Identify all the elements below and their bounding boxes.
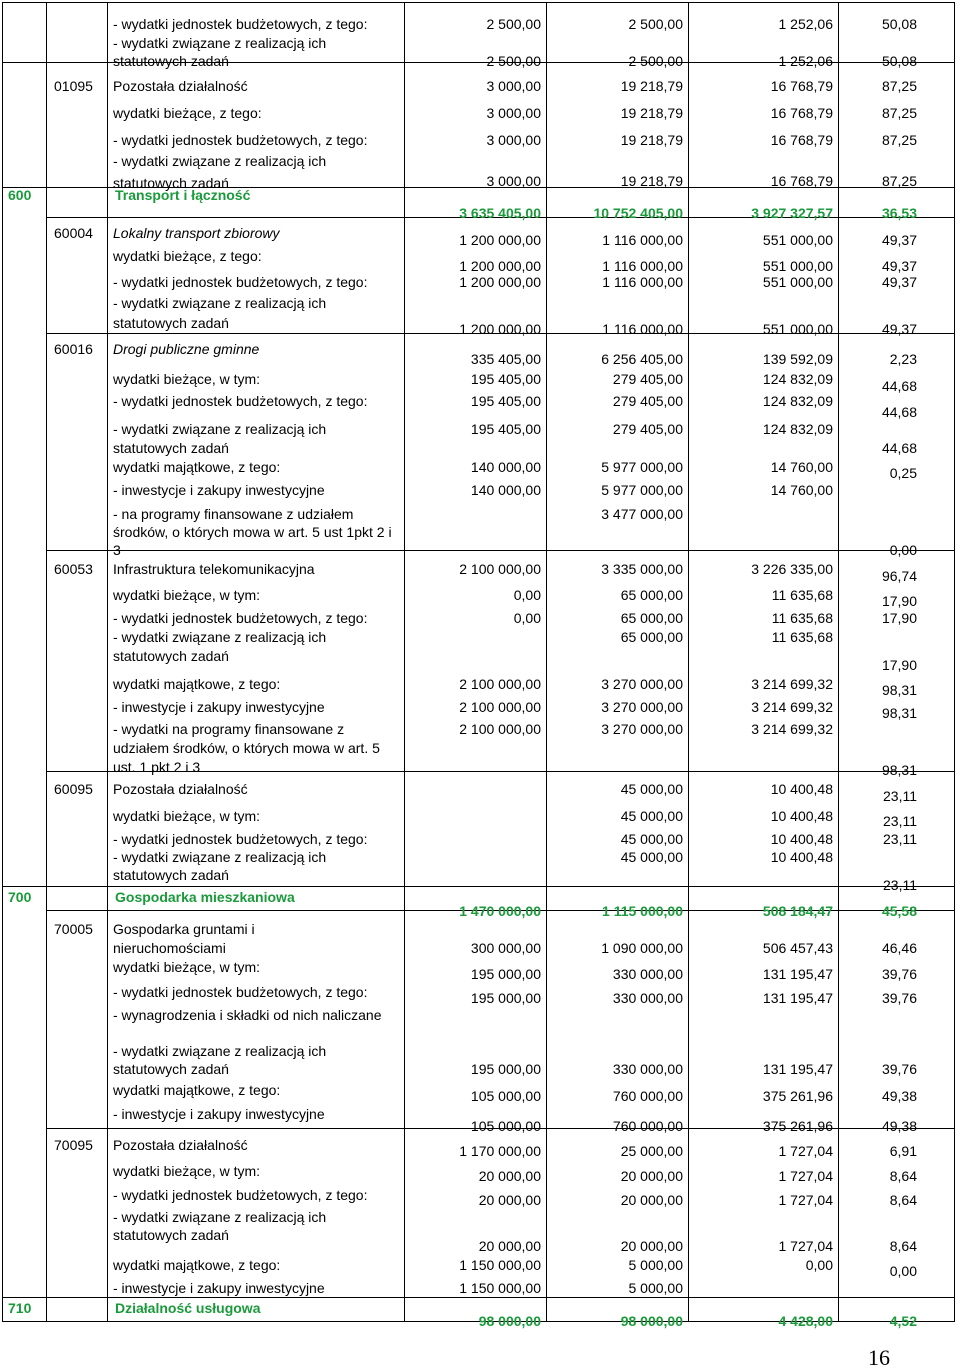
amount-v3: 16 768,79 [770,78,833,94]
amount-v2: 1 116 000,00 [602,274,683,290]
percent-value: 23,11 [883,813,917,829]
amount-v3: 10 400,48 [770,831,833,847]
amount-v2: 19 218,79 [620,132,683,148]
percent-value: 98,31 [881,705,917,721]
column-divider [46,2,47,1322]
amount-v1: 1 170 000,00 [459,1143,541,1159]
item-label: - wynagrodzenia i składki od nich naliczane [113,1007,382,1023]
amount-v3: 16 768,79 [770,105,833,121]
item-label: - wydatki na programy finansowane z udziałem środków, o których mowa w art. 5 ust. 1 pkt 2 i 3 [113,721,380,775]
percent-value: 23,11 [883,831,917,847]
amount-v2: 45 000,00 [620,849,683,865]
percent-value: 23,11 [883,788,917,804]
item-label: - inwestycje i zakupy inwestycyjne [113,1280,325,1296]
amount-v2: 10 752 405,00 [593,205,683,221]
item-label: - inwestycje i zakupy inwestycyjne [113,482,325,498]
amount-v3: 506 457,43 [762,940,833,956]
amount-v1: 0,00 [513,587,541,603]
percent-value: 49,37 [881,321,917,337]
amount-v1: 3 635 405,00 [459,205,541,221]
amount-v1: 300 000,00 [470,940,541,956]
amount-v1: 2 100 000,00 [459,721,541,737]
percent-value: 87,25 [881,173,917,189]
percent-value: 2,23 [889,351,917,367]
amount-v1: 1 200 000,00 [459,321,541,337]
percent-value: 17,90 [881,610,917,626]
dzial-code: 710 [8,1300,32,1316]
amount-v2: 3 270 000,00 [601,676,683,692]
item-label: - inwestycje i zakupy inwestycyjne [113,1106,325,1122]
amount-v1: 1 150 000,00 [459,1280,541,1296]
amount-v2: 20 000,00 [620,1168,683,1184]
amount-v2: 45 000,00 [620,781,683,797]
item-label: wydatki majątkowe, z tego: [113,1257,281,1273]
percent-value: 50,08 [881,16,917,32]
amount-v1: 1 200 000,00 [459,258,541,274]
amount-v2: 20 000,00 [620,1192,683,1208]
percent-value: 87,25 [881,105,917,121]
amount-v2: 1 116 000,00 [602,258,683,274]
amount-v2: 2 500,00 [628,16,683,32]
amount-v1: 1 150 000,00 [459,1257,541,1273]
amount-v3: 1 727,04 [778,1192,833,1208]
percent-value: 39,76 [881,966,917,982]
amount-v3: 1 727,04 [778,1238,833,1254]
item-label: wydatki bieżące, w tym: [113,371,261,387]
percent-value: 49,37 [881,258,917,274]
amount-v2: 5 000,00 [628,1280,683,1296]
amount-v3: 16 768,79 [770,132,833,148]
amount-v2: 330 000,00 [612,990,683,1006]
amount-v3: 124 832,09 [762,421,833,437]
amount-v2: 5 977 000,00 [601,482,683,498]
amount-v3: 124 832,09 [762,371,833,387]
percent-value: 23,11 [883,877,917,893]
amount-v3: 1 252,06 [778,16,833,32]
amount-v1: 335 405,00 [470,351,541,367]
rozdzial-code: 60016 [54,341,93,357]
percent-value: 36,53 [881,205,917,221]
item-label: wydatki bieżące, w tym: [113,808,261,824]
percent-value: 4,52 [889,1313,917,1329]
amount-v2: 279 405,00 [612,421,683,437]
percent-value: 39,76 [881,990,917,1006]
amount-v2: 3 335 000,00 [601,561,683,577]
percent-value: 44,68 [881,378,917,394]
amount-v3: 4 428,00 [778,1313,833,1329]
amount-v1: 3 000,00 [486,173,541,189]
percent-value: 44,68 [881,404,917,420]
amount-v1: 1 200 000,00 [459,232,541,248]
percent-value: 17,90 [881,593,917,609]
amount-v3: 124 832,09 [762,393,833,409]
item-label: - wydatki jednostek budżetowych, z tego: [113,16,368,32]
amount-v3: 508 184,47 [762,903,833,919]
rozdzial-label: Infrastruktura telekomunikacyjna [113,561,315,577]
percent-value: 45,58 [881,903,917,919]
rozdzial-label: Gospodarka gruntami i nieruchomościami [113,921,255,956]
amount-v1: 140 000,00 [470,482,541,498]
item-label: wydatki bieżące, w tym: [113,1163,261,1179]
amount-v3: 3 214 699,32 [751,721,833,737]
amount-v3: 10 400,48 [770,808,833,824]
amount-v3: 551 000,00 [762,274,833,290]
amount-v2: 65 000,00 [620,587,683,603]
amount-v3: 551 000,00 [762,232,833,248]
amount-v2: 3 270 000,00 [601,699,683,715]
rozdzial-label: Drogi publiczne gminne [113,341,260,357]
percent-value: 8,64 [889,1192,917,1208]
amount-v2: 98 000,00 [620,1313,683,1329]
amount-v2: 65 000,00 [620,610,683,626]
item-label: - wydatki związane z realizacją ich statutowych zadań [113,153,327,191]
amount-v3: 0,00 [805,1257,833,1273]
amount-v2: 19 218,79 [620,105,683,121]
amount-v3: 131 195,47 [762,990,833,1006]
amount-v2: 330 000,00 [612,1061,683,1077]
amount-v3: 131 195,47 [762,966,833,982]
amount-v1: 3 000,00 [486,78,541,94]
amount-v2: 6 256 405,00 [601,351,683,367]
rozdzial-code: 60004 [54,225,93,241]
amount-v3: 16 768,79 [770,173,833,189]
rozdzial-label: Lokalny transport zbiorowy [113,225,280,241]
amount-v2: 760 000,00 [612,1118,683,1134]
item-label: - wydatki związane z realizacją ich statutowych zadań [113,421,327,456]
percent-value: 96,74 [881,568,917,584]
amount-v2: 1 116 000,00 [602,232,683,248]
amount-v2: 45 000,00 [620,808,683,824]
amount-v3: 14 760,00 [770,459,833,475]
amount-v1: 2 100 000,00 [459,699,541,715]
amount-v1: 105 000,00 [470,1118,541,1134]
rozdzial-code: 70005 [54,921,93,937]
amount-v1: 140 000,00 [470,459,541,475]
amount-v3: 139 592,09 [762,351,833,367]
amount-v3: 1 727,04 [778,1143,833,1159]
amount-v1: 195 405,00 [470,371,541,387]
amount-v2: 3 477 000,00 [601,506,683,522]
amount-v3: 375 261,96 [762,1118,833,1134]
amount-v3: 11 635,68 [771,629,833,645]
percent-value: 50,08 [881,53,917,69]
dzial-label: Gospodarka mieszkaniowa [115,889,295,905]
amount-v3: 11 635,68 [771,587,833,603]
rozdzial-code: 60095 [54,781,93,797]
dzial-code: 600 [8,187,32,203]
amount-v1: 3 000,00 [486,132,541,148]
percent-value: 98,31 [881,682,917,698]
amount-v2: 279 405,00 [612,371,683,387]
item-label: - wydatki jednostek budżetowych, z tego: [113,610,368,626]
amount-v3: 3 927 327,57 [751,205,833,221]
amount-v1: 0,00 [513,610,541,626]
dzial-code: 700 [8,889,32,905]
amount-v1: 195 000,00 [470,966,541,982]
amount-v1: 2 100 000,00 [459,561,541,577]
amount-v2: 5 977 000,00 [601,459,683,475]
item-label: wydatki bieżące, w tym: [113,587,261,603]
amount-v1: 1 470 000,00 [459,903,541,919]
dzial-label: Transport i łączność [115,187,251,203]
item-label: - wydatki związane z realizacją ich statutowych zadań [113,1043,327,1077]
amount-v1: 195 000,00 [470,1061,541,1077]
amount-v2: 3 270 000,00 [601,721,683,737]
amount-v2: 5 000,00 [628,1257,683,1273]
rozdzial-label: Pozostała działalność [113,1137,248,1153]
amount-v2: 760 000,00 [612,1088,683,1104]
percent-value: 49,37 [881,274,917,290]
percent-value: 0,00 [889,1263,917,1279]
item-label: - wydatki związane z realizacją ich statutowych zadań [113,1209,327,1243]
percent-value: 49,38 [881,1088,917,1104]
percent-value: 6,91 [889,1143,917,1159]
amount-v1: 105 000,00 [470,1088,541,1104]
amount-v3: 551 000,00 [762,321,833,337]
amount-v3: 1 252,06 [778,53,833,69]
item-label: - wydatki jednostek budżetowych, z tego: [113,132,368,148]
amount-v3: 10 400,48 [770,781,833,797]
amount-v3: 551 000,00 [762,258,833,274]
amount-v1: 20 000,00 [478,1168,541,1184]
amount-v1: 2 500,00 [486,16,541,32]
row-divider [2,1297,955,1298]
amount-v3: 1 727,04 [778,1168,833,1184]
item-label: - wydatki związane z realizacją ich statutowych zadań [113,629,327,664]
percent-value: 46,46 [881,940,917,956]
item-label: - wydatki związane z realizacją ich statutowych zadań [113,849,327,883]
amount-v1: 195 405,00 [470,421,541,437]
amount-v2: 65 000,00 [620,629,683,645]
amount-v1: 2 500,00 [486,53,541,69]
percent-value: 8,64 [889,1238,917,1254]
amount-v2: 279 405,00 [612,393,683,409]
rozdzial-label: Pozostała działalność [113,781,248,797]
item-label: wydatki majątkowe, z tego: [113,459,281,475]
item-label: - wydatki jednostek budżetowych, z tego: [113,984,368,1000]
percent-value: 44,68 [881,440,917,456]
amount-v3: 14 760,00 [770,482,833,498]
item-label: - wydatki jednostek budżetowych, z tego: [113,831,368,847]
amount-v1: 3 000,00 [486,105,541,121]
amount-v2: 1 090 000,00 [601,940,683,956]
dzial-label: Działalność usługowa [115,1300,261,1316]
amount-v2: 330 000,00 [612,966,683,982]
item-label: - wydatki jednostek budżetowych, z tego: [113,1187,368,1203]
amount-v1: 195 405,00 [470,393,541,409]
percent-value: 17,90 [881,657,917,673]
amount-v1: 195 000,00 [470,990,541,1006]
amount-v2: 1 116 000,00 [602,321,683,337]
amount-v3: 3 214 699,32 [751,699,833,715]
percent-value: 39,76 [881,1061,917,1077]
item-label: wydatki majątkowe, z tego: [113,1082,281,1098]
amount-v2: 45 000,00 [620,831,683,847]
item-label: - wydatki związane z realizacją ich statutowych zadań [113,295,327,331]
amount-v3: 131 195,47 [762,1061,833,1077]
rozdzial-code: 01095 [54,78,93,94]
amount-v2: 20 000,00 [620,1238,683,1254]
rozdzial-code: 70095 [54,1137,93,1153]
amount-v2: 19 218,79 [620,78,683,94]
percent-value: 49,38 [881,1118,917,1134]
amount-v2: 2 500,00 [628,53,683,69]
item-label: wydatki bieżące, z tego: [113,248,262,264]
item-label: wydatki bieżące, z tego: [113,105,262,121]
amount-v3: 375 261,96 [762,1088,833,1104]
amount-v1: 2 100 000,00 [459,676,541,692]
amount-v2: 1 115 000,00 [602,903,683,919]
item-label: - na programy finansowane z udziałem środków, o których mowa w art. 5 ust 1pkt 2 i 3 [113,506,392,558]
page-number: 16 [868,1345,890,1370]
amount-v1: 20 000,00 [478,1238,541,1254]
percent-value: 8,64 [889,1168,917,1184]
amount-v3: 11 635,68 [771,610,833,626]
amount-v3: 3 226 335,00 [751,561,833,577]
amount-v2: 19 218,79 [620,173,683,189]
percent-value: 49,37 [881,232,917,248]
column-divider [107,2,108,1322]
item-label: - wydatki związane z realizacją ich statutowych zadań [113,35,327,69]
percent-value: 98,31 [881,762,917,778]
item-label: wydatki majątkowe, z tego: [113,676,281,692]
amount-v1: 20 000,00 [478,1192,541,1208]
item-label: - inwestycje i zakupy inwestycyjne [113,699,325,715]
amount-v2: 25 000,00 [620,1143,683,1159]
percent-value: 0,25 [889,465,917,481]
item-label: wydatki bieżące, w tym: [113,959,261,975]
amount-v1: 98 000,00 [478,1313,541,1329]
amount-v1: 1 200 000,00 [459,274,541,290]
amount-v3: 10 400,48 [770,849,833,865]
percent-value: 0,00 [889,542,917,558]
percent-value: 87,25 [881,78,917,94]
amount-v3: 3 214 699,32 [751,676,833,692]
rozdzial-label: Pozostała działalność [113,78,248,94]
item-label: - wydatki jednostek budżetowych, z tego: [113,274,368,290]
item-label: - wydatki jednostek budżetowych, z tego: [113,393,368,409]
percent-value: 87,25 [881,132,917,148]
rozdzial-code: 60053 [54,561,93,577]
